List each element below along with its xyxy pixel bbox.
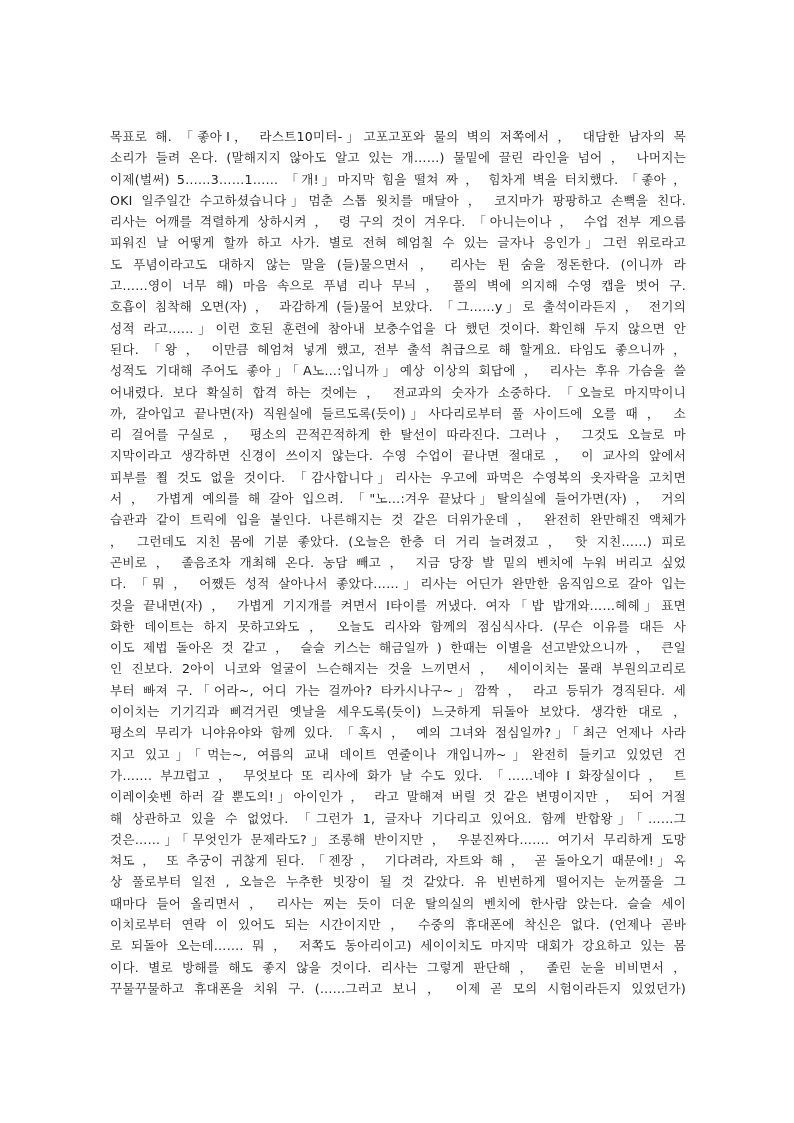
text-line: 곤비로 ， 졸음조차 개최해 온다. 농담 빼고 ， 지금 당장 발 밑의 벤치에 누워 버리고 싶었: [110, 554, 686, 570]
text-line: 인 진보다. 2아이 니코와 얼굴이 느슨해지는 것을 느끼면서 ， 세이이치는 몰래 부원의고리로: [110, 661, 686, 677]
text-line: 이레이숏벤 하러 갈 뿐도의!」아이인가 ， 라고 말해져 버릴 것 같은 변명이지만 ， 되어 거절: [110, 789, 686, 805]
text-line: 것을 끝내면(자) ， 가볍게 기지개를 켜면서 I타이를 꺼냈다. 여자「밥 밥개와……헤헤」표면: [110, 597, 686, 613]
body-text-block: [110, 126, 686, 999]
text-line: 성적도 기대해 주어도 좋아」「A노…:입니까」예상 이상의 회답에 ， 리사는 후유 가슴을 쓸: [110, 363, 686, 379]
text-line: 어내렸다. 보다 확실히 합격 하는 것에는 ， 전교과의 숫자가 소중하다. 「오늘로 마지막이니: [110, 384, 686, 400]
text-line: 상 풀로부터 일전 , 오늘은 누추한 빗장이 될 것 같았다. 유 빈번하게 떨어지는 눈꺼풀을 그: [110, 874, 686, 890]
text-line: 부터 빠져 구.「어라~, 어디 가는 걸까아? 타카시나구~」깜짝 ， 라고 등뒤가 경직된다. 세: [110, 682, 686, 698]
text-line: 성적 라고……」이런 호된 훈련에 참아내 보충수업을 다 했던 것이다. 확인해 두지 않으면 안: [110, 320, 686, 336]
text-line: 리사는 어깨를 격렬하게 상하시켜 ， 령 구의 것이 겨우다. 「아니는이나 ， 수업 전부 게으름: [110, 214, 686, 230]
text-line: 된다. 「왕 ， 이만큼 헤엄쳐 넣게 했고, 전부 출석 취급으로 해 할게요. 타임도 좋으니까 ，: [110, 341, 686, 357]
text-line: 화한 데이트는 하지 못하고와도 ， 오늘도 리사와 함께의 점심식사다. (무슨 이유를 대든 사: [110, 618, 686, 634]
text-line: 고……영이 너무 해) 마음 속으로 푸념 리나 무늬 ， 풀의 벽에 의지해 수영 캡을 벗어 구.: [110, 278, 686, 294]
text-line: 로 되돌아 오는데……. 뭐 ， 저쪽도 동아리이고) 세이이치도 마지막 대회가 강요하고 있는 몸: [110, 938, 686, 954]
text-line: 지고 있고」「먹는~, 여름의 교내 데이트 연줄이나 개입니까~」완전히 들키고 있었던 건: [110, 746, 686, 762]
text-line: 지막이라고 생각하면 신경이 쓰이지 않는다. 수영 수업이 끝나면 절대로 ， 이 교사의 앞에서: [110, 448, 686, 464]
text-line: 꾸물꾸물하고 휴대폰을 치워 구. (……그러고 보니 ， 이제 곧 모의 시험이라든지 있었던가): [110, 980, 686, 996]
text-line: 피부를 쬘 것도 없을 것이다. 「감사합니다」리사는 우고에 파먹은 수영복의 옷자락을 고치면: [110, 469, 686, 485]
text-line: 이이치는 기기긱과 삐걱거린 옛날을 세우도록(듯이) 느긋하게 뒤돌아 보았다. 생각한 대로 ，: [110, 704, 686, 720]
text-line: 서 ， 가볍게 예의를 해 갈아 입으려. 「"노…:겨우 끝났다」탈의실에 들어가면(자) ， 거의: [110, 491, 686, 507]
text-line: 까, 갈아입고 끝나면(자) 직원실에 들르도록(듯이)」사다리로부터 풀 사이드에 오를 때 ， 소: [110, 405, 686, 421]
text-line: 이다. 별로 방해를 해도 좋지 않을 것이다. 리사는 그렇게 판단해 ， 졸린 눈을 비비면서 ，: [110, 959, 686, 975]
text-line: ， 그런데도 지친 몸에 기분 좋았다. (오늘은 한층 더 거리 늘려졌고 ， 핫 지친……) 피로: [110, 533, 686, 549]
text-line: 쳐도 ， 또 추궁이 귀찮게 된다. 「젠장 ， 기다려라, 자트와 해 ， 곧 돌아오기 때문에!」옥: [110, 853, 686, 869]
text-line: 것은……」「무엇인가 문제라도?」조롱해 반이지만 ， 우분진짜다……. 여기서 무리하게 도망: [110, 831, 686, 847]
text-line: 다. 「뭐 ， 어쨌든 성적 살아나서 좋았다……」리사는 어딘가 완만한 움직임으로 갈아 입는: [110, 576, 686, 592]
text-line: 소리가 들려 온다. (말해지지 않아도 알고 있는 개……) 물밑에 끌린 라인을 넘어 ， 나머지는: [110, 150, 686, 166]
text-line: OKI 일주일간 수고하셨습니다」멈춘 스톱 윗치를 매달아 ， 코지마가 팡팡하고 손뼉을 친다.: [110, 192, 686, 208]
text-line: 평소의 무리가 니야유야와 함께 있다. 「혹시 ， 예의 그녀와 점심일까?」「최근 언제나 사라: [110, 725, 686, 741]
text-line: 리 걸어를 구실로 ， 평소의 끈적끈적하게 한 탈선이 따라진다. 그러나 ， 그것도 오늘로 마: [110, 427, 686, 443]
text-line: 이도 제법 돌아온 것 같고 ， 슬슬 키스는 해금일까 ) 한때는 이별을 선고받았으니까 ， 큰일: [110, 640, 686, 656]
text-line: 이치로부터 연락 이 있어도 되는 시간이지만 ， 수중의 휴대폰에 착신은 없다. (언제나 곧바: [110, 916, 686, 932]
text-line: 가……. 부끄럽고 ， 무엇보다 또 리사에 화가 날 수도 있다. 「……네야 I 화장실이다 ， 트: [110, 767, 686, 783]
text-line: 도 푸념이라고도 대하지 않는 말을 (들)물으면서 ， 리사는 튄 숨을 정돈한다. (이니까 라: [110, 256, 686, 272]
text-line: 호흡이 침착해 오면(자) ， 과감하게 (들)물어 보았다. 「그……y」로 출석이라든지 ， 전기의: [110, 299, 686, 315]
text-line: 이제(벌써) 5……3……1…… 「개!」마지막 힘을 떨쳐 짜 ， 힘차게 벽을 터치했다. 「좋아 ，: [110, 171, 686, 187]
text-line: 해 상관하고 있을 수 없었다. 「그런가 1, 글자나 기다리고 있어요. 함께 반합왕」「……그: [110, 810, 686, 826]
text-line: 피워진 날 어떻게 할까 하고 사가. 별로 전혀 헤엄칠 수 있는 글자나 응인가」그런 위로라고: [110, 235, 686, 251]
text-line: 목표로 해. 「좋아Ⅰ， 라스트10미터-」고포고포와 물의 벽의 저쪽에서 ， 대담한 남자의 목: [110, 129, 686, 144]
text-line: 때마다 들어 올리면서 ， 리사는 찌는 듯이 더운 탈의실의 벤치에 한사람 앉는다. 슬슬 세이: [110, 895, 686, 911]
text-line: 습관과 같이 트릭에 입을 붙인다. 나른해지는 것 같은 더위가운데 ， 완전히 완만해진 액체가: [110, 512, 686, 528]
